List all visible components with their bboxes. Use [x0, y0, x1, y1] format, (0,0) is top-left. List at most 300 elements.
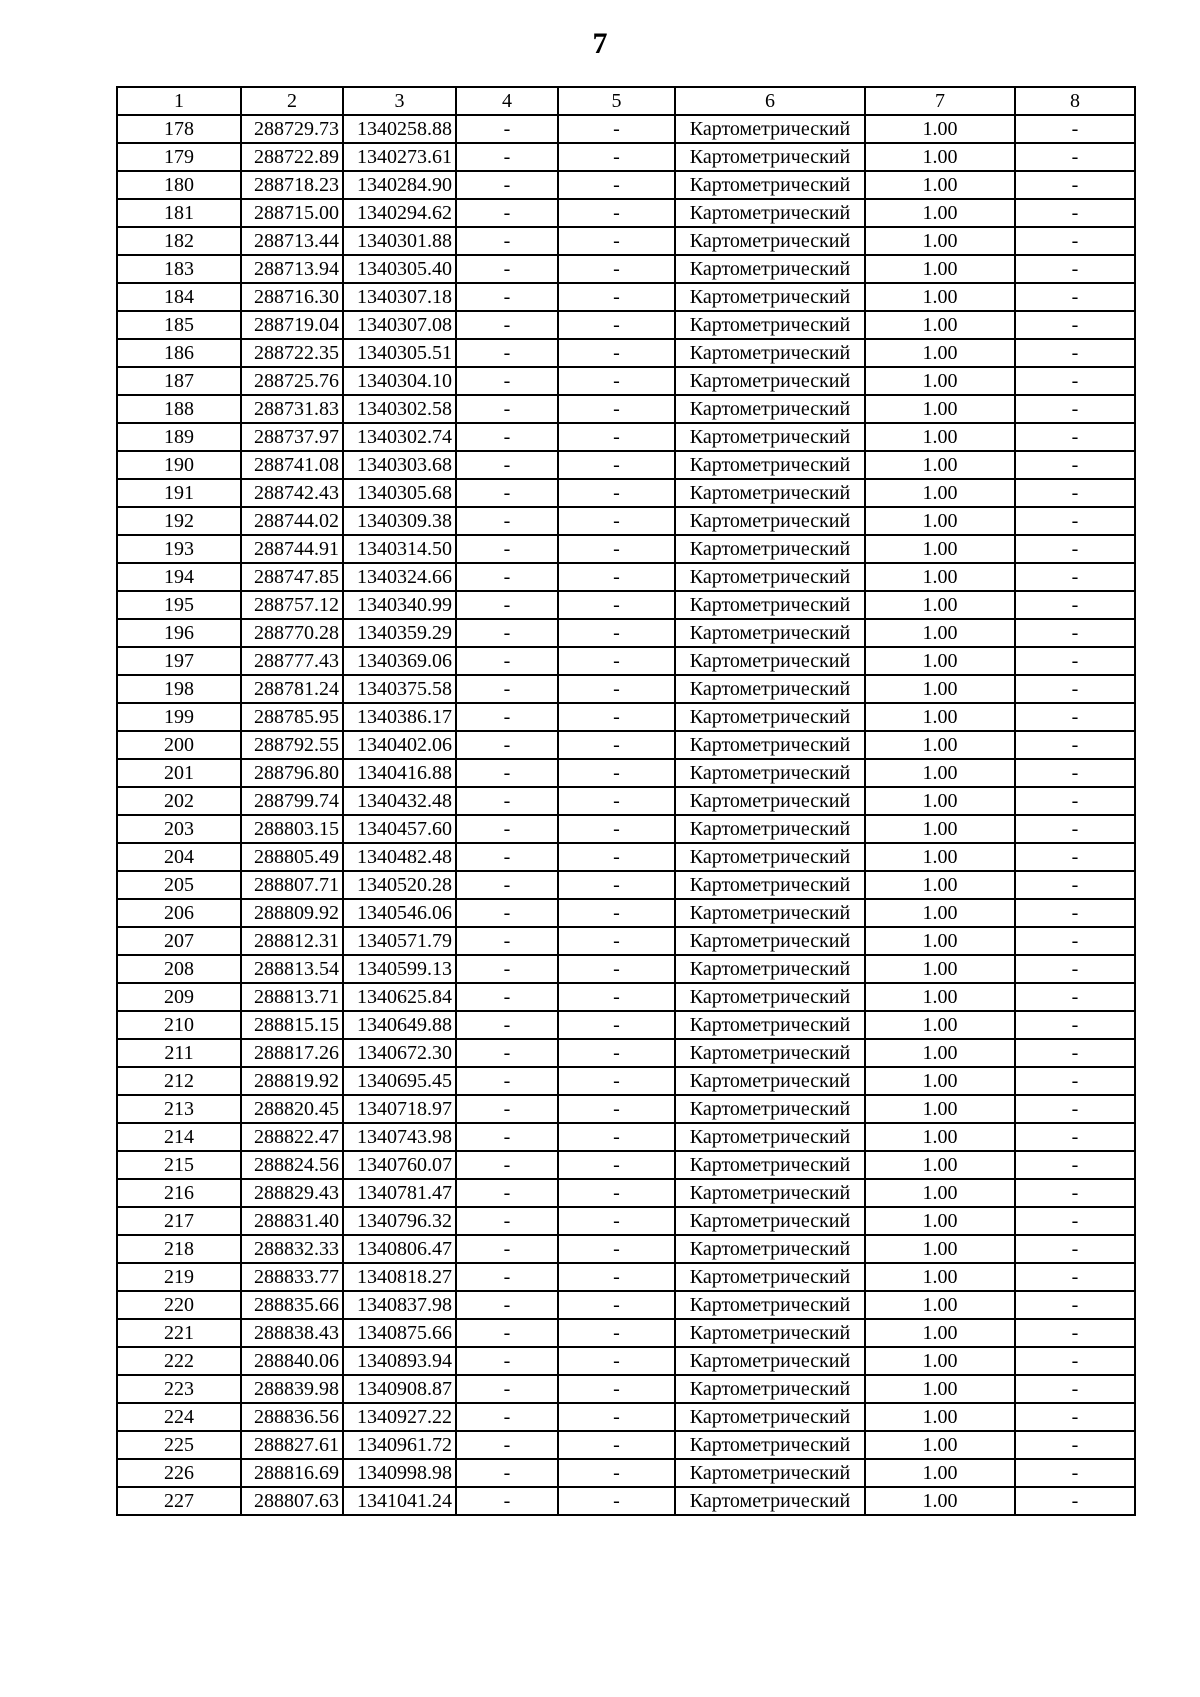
column-5-cell: - [558, 1235, 675, 1263]
x-coordinate-cell: 288713.94 [241, 255, 343, 283]
point-number-cell: 205 [117, 871, 241, 899]
method-cell: Картометрический [675, 1235, 865, 1263]
table-row [117, 899, 1135, 927]
column-4-cell: - [456, 843, 558, 871]
accuracy-cell: 1.00 [865, 619, 1015, 647]
table-row [117, 1291, 1135, 1319]
table-row [117, 1067, 1135, 1095]
accuracy-cell: 1.00 [865, 1487, 1015, 1515]
x-coordinate-cell: 288796.80 [241, 759, 343, 787]
column-5-cell: - [558, 1459, 675, 1487]
table-row [117, 367, 1135, 395]
accuracy-cell: 1.00 [865, 675, 1015, 703]
x-coordinate-cell: 288785.95 [241, 703, 343, 731]
y-coordinate-cell: 1340416.88 [343, 759, 456, 787]
method-cell: Картометрический [675, 1291, 865, 1319]
accuracy-cell: 1.00 [865, 507, 1015, 535]
accuracy-cell: 1.00 [865, 283, 1015, 311]
y-coordinate-cell: 1340273.61 [343, 143, 456, 171]
y-coordinate-cell: 1340340.99 [343, 591, 456, 619]
table-row [117, 143, 1135, 171]
method-cell: Картометрический [675, 1319, 865, 1347]
column-5-cell: - [558, 759, 675, 787]
accuracy-cell: 1.00 [865, 1067, 1015, 1095]
column-5-cell: - [558, 1319, 675, 1347]
column-5-cell: - [558, 1179, 675, 1207]
y-coordinate-cell: 1340672.30 [343, 1039, 456, 1067]
x-coordinate-cell: 288722.89 [241, 143, 343, 171]
table-row [117, 955, 1135, 983]
column-5-cell: - [558, 1039, 675, 1067]
column-5-cell: - [558, 983, 675, 1011]
column-4-cell: - [456, 619, 558, 647]
accuracy-cell: 1.00 [865, 843, 1015, 871]
column-4-cell: - [456, 1263, 558, 1291]
method-cell: Картометрический [675, 871, 865, 899]
column-5-cell: - [558, 1375, 675, 1403]
point-number-cell: 213 [117, 1095, 241, 1123]
accuracy-cell: 1.00 [865, 871, 1015, 899]
y-coordinate-cell: 1340307.18 [343, 283, 456, 311]
point-number-cell: 179 [117, 143, 241, 171]
method-cell: Картометрический [675, 339, 865, 367]
method-cell: Картометрический [675, 255, 865, 283]
accuracy-cell: 1.00 [865, 1039, 1015, 1067]
x-coordinate-cell: 288803.15 [241, 815, 343, 843]
point-number-cell: 194 [117, 563, 241, 591]
column-5-cell: - [558, 591, 675, 619]
accuracy-cell: 1.00 [865, 171, 1015, 199]
column-5-cell: - [558, 283, 675, 311]
method-cell: Картометрический [675, 1487, 865, 1515]
column-5-cell: - [558, 563, 675, 591]
x-coordinate-cell: 288729.73 [241, 115, 343, 143]
column-4-cell: - [456, 731, 558, 759]
column-5-cell: - [558, 311, 675, 339]
column-5-cell: - [558, 1403, 675, 1431]
table-row [117, 1431, 1135, 1459]
x-coordinate-cell: 288747.85 [241, 563, 343, 591]
table-row [117, 647, 1135, 675]
column-8-cell: - [1015, 339, 1135, 367]
accuracy-cell: 1.00 [865, 395, 1015, 423]
method-cell: Картометрический [675, 1459, 865, 1487]
table-row [117, 1123, 1135, 1151]
table-row [117, 423, 1135, 451]
point-number-cell: 207 [117, 927, 241, 955]
column-8-cell: - [1015, 535, 1135, 563]
accuracy-cell: 1.00 [865, 703, 1015, 731]
y-coordinate-cell: 1340695.45 [343, 1067, 456, 1095]
x-coordinate-cell: 288840.06 [241, 1347, 343, 1375]
method-cell: Картометрический [675, 815, 865, 843]
table-row [117, 759, 1135, 787]
method-cell: Картометрический [675, 423, 865, 451]
y-coordinate-cell: 1340837.98 [343, 1291, 456, 1319]
point-number-cell: 182 [117, 227, 241, 255]
table-row [117, 675, 1135, 703]
y-coordinate-cell: 1340571.79 [343, 927, 456, 955]
column-header: 3 [343, 87, 456, 115]
column-8-cell: - [1015, 563, 1135, 591]
point-number-cell: 218 [117, 1235, 241, 1263]
column-8-cell: - [1015, 423, 1135, 451]
column-8-cell: - [1015, 1431, 1135, 1459]
column-4-cell: - [456, 1347, 558, 1375]
column-8-cell: - [1015, 703, 1135, 731]
point-number-cell: 224 [117, 1403, 241, 1431]
table-row [117, 563, 1135, 591]
x-coordinate-cell: 288816.69 [241, 1459, 343, 1487]
table-row [117, 339, 1135, 367]
point-number-cell: 197 [117, 647, 241, 675]
column-4-cell: - [456, 759, 558, 787]
point-number-cell: 190 [117, 451, 241, 479]
y-coordinate-cell: 1340305.68 [343, 479, 456, 507]
accuracy-cell: 1.00 [865, 311, 1015, 339]
x-coordinate-cell: 288831.40 [241, 1207, 343, 1235]
y-coordinate-cell: 1340305.51 [343, 339, 456, 367]
column-5-cell: - [558, 899, 675, 927]
column-8-cell: - [1015, 1291, 1135, 1319]
column-8-cell: - [1015, 451, 1135, 479]
accuracy-cell: 1.00 [865, 1403, 1015, 1431]
column-8-cell: - [1015, 1263, 1135, 1291]
column-5-cell: - [558, 479, 675, 507]
y-coordinate-cell: 1340304.10 [343, 367, 456, 395]
column-8-cell: - [1015, 1207, 1135, 1235]
method-cell: Картометрический [675, 507, 865, 535]
column-4-cell: - [456, 1291, 558, 1319]
column-5-cell: - [558, 255, 675, 283]
column-5-cell: - [558, 423, 675, 451]
y-coordinate-cell: 1340893.94 [343, 1347, 456, 1375]
x-coordinate-cell: 288737.97 [241, 423, 343, 451]
column-header: 2 [241, 87, 343, 115]
column-5-cell: - [558, 507, 675, 535]
y-coordinate-cell: 1340369.06 [343, 647, 456, 675]
accuracy-cell: 1.00 [865, 899, 1015, 927]
method-cell: Картометрический [675, 1151, 865, 1179]
y-coordinate-cell: 1340305.40 [343, 255, 456, 283]
column-5-cell: - [558, 143, 675, 171]
column-8-cell: - [1015, 955, 1135, 983]
column-8-cell: - [1015, 227, 1135, 255]
column-8-cell: - [1015, 1403, 1135, 1431]
y-coordinate-cell: 1340284.90 [343, 171, 456, 199]
point-number-cell: 209 [117, 983, 241, 1011]
column-4-cell: - [456, 507, 558, 535]
method-cell: Картометрический [675, 843, 865, 871]
x-coordinate-cell: 288715.00 [241, 199, 343, 227]
column-5-cell: - [558, 675, 675, 703]
column-4-cell: - [456, 1459, 558, 1487]
table-row [117, 703, 1135, 731]
accuracy-cell: 1.00 [865, 227, 1015, 255]
x-coordinate-cell: 288836.56 [241, 1403, 343, 1431]
x-coordinate-cell: 288813.71 [241, 983, 343, 1011]
point-number-cell: 192 [117, 507, 241, 535]
y-coordinate-cell: 1340457.60 [343, 815, 456, 843]
accuracy-cell: 1.00 [865, 535, 1015, 563]
column-4-cell: - [456, 143, 558, 171]
column-5-cell: - [558, 1067, 675, 1095]
x-coordinate-cell: 288824.56 [241, 1151, 343, 1179]
column-8-cell: - [1015, 1487, 1135, 1515]
y-coordinate-cell: 1340998.98 [343, 1459, 456, 1487]
point-number-cell: 215 [117, 1151, 241, 1179]
method-cell: Картометрический [675, 955, 865, 983]
column-8-cell: - [1015, 619, 1135, 647]
column-5-cell: - [558, 339, 675, 367]
point-number-cell: 226 [117, 1459, 241, 1487]
point-number-cell: 223 [117, 1375, 241, 1403]
column-4-cell: - [456, 255, 558, 283]
point-number-cell: 183 [117, 255, 241, 283]
column-4-cell: - [456, 339, 558, 367]
column-4-cell: - [456, 899, 558, 927]
x-coordinate-cell: 288807.71 [241, 871, 343, 899]
y-coordinate-cell: 1341041.24 [343, 1487, 456, 1515]
x-coordinate-cell: 288820.45 [241, 1095, 343, 1123]
accuracy-cell: 1.00 [865, 759, 1015, 787]
accuracy-cell: 1.00 [865, 1123, 1015, 1151]
method-cell: Картометрический [675, 1431, 865, 1459]
table-row [117, 843, 1135, 871]
accuracy-cell: 1.00 [865, 1235, 1015, 1263]
column-5-cell: - [558, 787, 675, 815]
column-8-cell: - [1015, 843, 1135, 871]
column-5-cell: - [558, 647, 675, 675]
accuracy-cell: 1.00 [865, 367, 1015, 395]
column-8-cell: - [1015, 1039, 1135, 1067]
column-8-cell: - [1015, 1123, 1135, 1151]
accuracy-cell: 1.00 [865, 423, 1015, 451]
y-coordinate-cell: 1340927.22 [343, 1403, 456, 1431]
method-cell: Картометрический [675, 1067, 865, 1095]
method-cell: Картометрический [675, 1039, 865, 1067]
column-5-cell: - [558, 1431, 675, 1459]
point-number-cell: 221 [117, 1319, 241, 1347]
point-number-cell: 225 [117, 1431, 241, 1459]
method-cell: Картометрический [675, 1375, 865, 1403]
point-number-cell: 188 [117, 395, 241, 423]
table-row [117, 535, 1135, 563]
column-5-cell: - [558, 815, 675, 843]
column-5-cell: - [558, 1011, 675, 1039]
column-4-cell: - [456, 1095, 558, 1123]
method-cell: Картометрический [675, 1347, 865, 1375]
point-number-cell: 200 [117, 731, 241, 759]
accuracy-cell: 1.00 [865, 983, 1015, 1011]
column-4-cell: - [456, 647, 558, 675]
column-5-cell: - [558, 1095, 675, 1123]
point-number-cell: 181 [117, 199, 241, 227]
y-coordinate-cell: 1340294.62 [343, 199, 456, 227]
method-cell: Картометрический [675, 983, 865, 1011]
column-header: 8 [1015, 87, 1135, 115]
column-header: 4 [456, 87, 558, 115]
column-4-cell: - [456, 479, 558, 507]
x-coordinate-cell: 288718.23 [241, 171, 343, 199]
table-row [117, 115, 1135, 143]
y-coordinate-cell: 1340302.74 [343, 423, 456, 451]
y-coordinate-cell: 1340309.38 [343, 507, 456, 535]
accuracy-cell: 1.00 [865, 115, 1015, 143]
method-cell: Картометрический [675, 1403, 865, 1431]
accuracy-cell: 1.00 [865, 955, 1015, 983]
x-coordinate-cell: 288805.49 [241, 843, 343, 871]
accuracy-cell: 1.00 [865, 451, 1015, 479]
column-4-cell: - [456, 1151, 558, 1179]
point-number-cell: 180 [117, 171, 241, 199]
column-5-cell: - [558, 1123, 675, 1151]
method-cell: Картометрический [675, 1011, 865, 1039]
accuracy-cell: 1.00 [865, 339, 1015, 367]
point-number-cell: 193 [117, 535, 241, 563]
column-4-cell: - [456, 451, 558, 479]
x-coordinate-cell: 288777.43 [241, 647, 343, 675]
x-coordinate-cell: 288741.08 [241, 451, 343, 479]
column-5-cell: - [558, 731, 675, 759]
column-8-cell: - [1015, 1319, 1135, 1347]
y-coordinate-cell: 1340599.13 [343, 955, 456, 983]
method-cell: Картометрический [675, 787, 865, 815]
column-8-cell: - [1015, 759, 1135, 787]
point-number-cell: 189 [117, 423, 241, 451]
column-4-cell: - [456, 115, 558, 143]
method-cell: Картометрический [675, 759, 865, 787]
column-5-cell: - [558, 115, 675, 143]
page-number: 7 [592, 27, 608, 60]
column-5-cell: - [558, 955, 675, 983]
point-number-cell: 216 [117, 1179, 241, 1207]
point-number-cell: 214 [117, 1123, 241, 1151]
column-8-cell: - [1015, 675, 1135, 703]
column-5-cell: - [558, 703, 675, 731]
column-5-cell: - [558, 171, 675, 199]
table-row [117, 1459, 1135, 1487]
column-8-cell: - [1015, 255, 1135, 283]
y-coordinate-cell: 1340875.66 [343, 1319, 456, 1347]
column-5-cell: - [558, 451, 675, 479]
accuracy-cell: 1.00 [865, 143, 1015, 171]
table-row [117, 311, 1135, 339]
y-coordinate-cell: 1340961.72 [343, 1431, 456, 1459]
column-8-cell: - [1015, 507, 1135, 535]
column-4-cell: - [456, 591, 558, 619]
point-number-cell: 222 [117, 1347, 241, 1375]
y-coordinate-cell: 1340908.87 [343, 1375, 456, 1403]
point-number-cell: 227 [117, 1487, 241, 1515]
column-8-cell: - [1015, 479, 1135, 507]
y-coordinate-cell: 1340818.27 [343, 1263, 456, 1291]
table-row [117, 1403, 1135, 1431]
column-4-cell: - [456, 1123, 558, 1151]
method-cell: Картометрический [675, 675, 865, 703]
table-row [117, 871, 1135, 899]
column-5-cell: - [558, 1207, 675, 1235]
point-number-cell: 220 [117, 1291, 241, 1319]
x-coordinate-cell: 288792.55 [241, 731, 343, 759]
table-row [117, 1151, 1135, 1179]
accuracy-cell: 1.00 [865, 1431, 1015, 1459]
x-coordinate-cell: 288817.26 [241, 1039, 343, 1067]
x-coordinate-cell: 288827.61 [241, 1431, 343, 1459]
column-5-cell: - [558, 1151, 675, 1179]
x-coordinate-cell: 288833.77 [241, 1263, 343, 1291]
table-row [117, 507, 1135, 535]
method-cell: Картометрический [675, 927, 865, 955]
x-coordinate-cell: 288832.33 [241, 1235, 343, 1263]
x-coordinate-cell: 288835.66 [241, 1291, 343, 1319]
column-4-cell: - [456, 1039, 558, 1067]
column-8-cell: - [1015, 1095, 1135, 1123]
column-4-cell: - [456, 1487, 558, 1515]
column-5-cell: - [558, 1347, 675, 1375]
point-number-cell: 185 [117, 311, 241, 339]
point-number-cell: 208 [117, 955, 241, 983]
y-coordinate-cell: 1340649.88 [343, 1011, 456, 1039]
y-coordinate-cell: 1340806.47 [343, 1235, 456, 1263]
column-4-cell: - [456, 787, 558, 815]
table-row [117, 927, 1135, 955]
column-8-cell: - [1015, 647, 1135, 675]
x-coordinate-cell: 288813.54 [241, 955, 343, 983]
table-row [117, 255, 1135, 283]
column-5-cell: - [558, 1487, 675, 1515]
column-8-cell: - [1015, 1179, 1135, 1207]
accuracy-cell: 1.00 [865, 647, 1015, 675]
x-coordinate-cell: 288839.98 [241, 1375, 343, 1403]
table-row [117, 479, 1135, 507]
column-4-cell: - [456, 283, 558, 311]
point-number-cell: 212 [117, 1067, 241, 1095]
column-5-cell: - [558, 227, 675, 255]
table-row [117, 787, 1135, 815]
x-coordinate-cell: 288742.43 [241, 479, 343, 507]
point-number-cell: 211 [117, 1039, 241, 1067]
column-header: 5 [558, 87, 675, 115]
table-body [117, 115, 1135, 1515]
y-coordinate-cell: 1340386.17 [343, 703, 456, 731]
table-row [117, 1319, 1135, 1347]
point-number-cell: 202 [117, 787, 241, 815]
column-4-cell: - [456, 395, 558, 423]
column-5-cell: - [558, 1291, 675, 1319]
column-5-cell: - [558, 619, 675, 647]
table-row [117, 731, 1135, 759]
column-5-cell: - [558, 395, 675, 423]
column-8-cell: - [1015, 395, 1135, 423]
accuracy-cell: 1.00 [865, 927, 1015, 955]
accuracy-cell: 1.00 [865, 1151, 1015, 1179]
point-number-cell: 199 [117, 703, 241, 731]
table-row [117, 1235, 1135, 1263]
method-cell: Картометрический [675, 115, 865, 143]
x-coordinate-cell: 288815.15 [241, 1011, 343, 1039]
y-coordinate-cell: 1340301.88 [343, 227, 456, 255]
column-8-cell: - [1015, 731, 1135, 759]
column-4-cell: - [456, 1179, 558, 1207]
accuracy-cell: 1.00 [865, 479, 1015, 507]
accuracy-cell: 1.00 [865, 1291, 1015, 1319]
point-number-cell: 196 [117, 619, 241, 647]
y-coordinate-cell: 1340482.48 [343, 843, 456, 871]
x-coordinate-cell: 288722.35 [241, 339, 343, 367]
column-4-cell: - [456, 1319, 558, 1347]
coordinates-table [116, 86, 1136, 1516]
